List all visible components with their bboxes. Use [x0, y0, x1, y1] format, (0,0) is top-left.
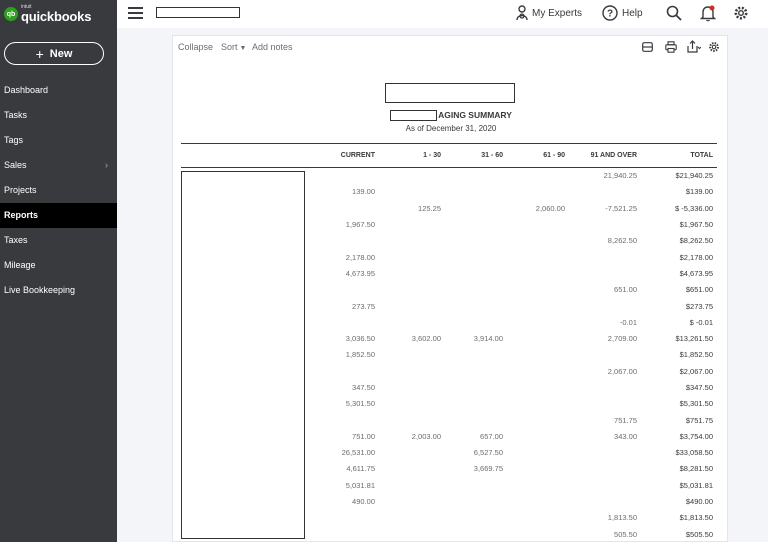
- amount-cell[interactable]: 8,262.50: [607, 236, 637, 246]
- amount-cell: [309, 200, 379, 216]
- amount-cell: [379, 184, 445, 200]
- amount-cell: [445, 184, 507, 200]
- amount-cell[interactable]: -0.01: [619, 317, 637, 327]
- amount-cell: [379, 282, 445, 298]
- sidebar-item-tags[interactable]: [0, 128, 117, 153]
- amount-cell: [445, 298, 507, 314]
- amount-cell: [445, 233, 507, 249]
- amount-cell: [569, 445, 641, 461]
- amount-cell: [507, 363, 569, 379]
- amount-cell: [569, 477, 641, 493]
- total-cell[interactable]: $2,178.00: [679, 252, 713, 262]
- export-icon[interactable]: [687, 40, 701, 53]
- amount-cell: [379, 233, 445, 249]
- amount-cell: [507, 396, 569, 412]
- amount-cell: [379, 396, 445, 412]
- sidebar-item-reports[interactable]: [0, 203, 117, 228]
- amount-cell: [507, 184, 569, 200]
- amount-cell: [379, 461, 445, 477]
- amount-cell: [445, 168, 507, 184]
- amount-cell: [569, 396, 641, 412]
- amount-cell: [569, 379, 641, 395]
- amount-cell: [507, 412, 569, 428]
- help-button[interactable]: [602, 0, 643, 26]
- amount-cell[interactable]: 3,602.00: [411, 334, 441, 344]
- amount-cell: [445, 200, 507, 216]
- amount-cell[interactable]: 505.50: [614, 529, 637, 539]
- amount-cell: [379, 477, 445, 493]
- amount-cell: [445, 477, 507, 493]
- total-cell[interactable]: $490.00: [685, 497, 713, 507]
- sidebar-item-mileage[interactable]: [0, 253, 117, 278]
- amount-cell: [379, 249, 445, 265]
- total-cell[interactable]: $651.00: [685, 285, 713, 295]
- amount-cell: [309, 412, 379, 428]
- amount-cell: [507, 298, 569, 314]
- total-cell[interactable]: $505.50: [685, 529, 713, 539]
- sidebar-item-label: Live Bookkeeping: [4, 285, 76, 295]
- sidebar-item-dashboard[interactable]: [0, 78, 117, 103]
- report-date: As of December 31, 2020: [405, 124, 497, 133]
- amount-cell: [507, 216, 569, 232]
- sidebar-item-sales[interactable]: [0, 153, 117, 178]
- collapse-link[interactable]: Collapse: [178, 42, 214, 52]
- amount-cell: [379, 445, 445, 461]
- sidebar-item-label: Sales: [4, 160, 27, 170]
- column-header[interactable]: 91 AND OVER: [569, 144, 641, 168]
- amount-cell: [379, 216, 445, 232]
- sidebar-item-taxes[interactable]: [0, 228, 117, 253]
- amount-cell: [379, 526, 445, 542]
- amount-cell: [379, 265, 445, 281]
- total-cell[interactable]: $751.75: [685, 415, 713, 425]
- total-cell[interactable]: $ -5,336.00: [675, 203, 713, 213]
- total-cell[interactable]: $5,031.81: [679, 480, 713, 490]
- amount-cell: [309, 510, 379, 526]
- amount-cell: [379, 379, 445, 395]
- amount-cell: [507, 477, 569, 493]
- amount-cell: [309, 282, 379, 298]
- amount-cell: [309, 233, 379, 249]
- sidebar-item-label: Mileage: [4, 260, 36, 270]
- help-label: Help: [622, 7, 643, 19]
- amount-cell[interactable]: 657.00: [480, 431, 503, 441]
- print-icon[interactable]: [665, 41, 677, 53]
- amount-cell[interactable]: 1,852.50: [345, 350, 375, 360]
- amount-cell: [569, 298, 641, 314]
- amount-cell: [507, 233, 569, 249]
- amount-cell: [507, 379, 569, 395]
- amount-cell: [569, 493, 641, 509]
- amount-cell: [445, 379, 507, 395]
- amount-cell: [379, 347, 445, 363]
- amount-cell[interactable]: 1,967.50: [345, 220, 375, 230]
- person-icon: [516, 5, 528, 21]
- total-cell[interactable]: $1,813.50: [679, 513, 713, 523]
- redacted-title-prefix: [390, 110, 437, 121]
- amount-cell[interactable]: 6,527.50: [473, 448, 503, 458]
- amount-cell: [309, 168, 379, 184]
- amount-cell[interactable]: 3,669.75: [473, 464, 503, 474]
- amount-cell: [507, 282, 569, 298]
- amount-cell[interactable]: 2,178.00: [345, 252, 375, 262]
- amount-cell: [445, 396, 507, 412]
- column-header[interactable]: CURRENT: [309, 144, 379, 168]
- chevron-right-icon: ›: [105, 160, 108, 170]
- svg-text:?: ?: [606, 8, 614, 20]
- total-cell[interactable]: $139.00: [685, 187, 713, 197]
- total-cell[interactable]: $347.50: [685, 383, 713, 392]
- report-settings-gear-icon[interactable]: [708, 41, 720, 53]
- gear-icon[interactable]: [733, 5, 749, 21]
- new-button-label: New: [49, 47, 73, 60]
- amount-cell[interactable]: 26,531.00: [341, 448, 375, 458]
- amount-cell: [507, 428, 569, 444]
- amount-cell: [569, 249, 641, 265]
- hamburger-menu-icon[interactable]: [128, 7, 143, 19]
- amount-cell: [507, 265, 569, 281]
- amount-cell[interactable]: 5,031.81: [345, 480, 375, 490]
- amount-cell: [569, 184, 641, 200]
- amount-cell[interactable]: 651.00: [614, 285, 637, 295]
- amount-cell[interactable]: 751.75: [614, 415, 637, 425]
- amount-cell: [379, 168, 445, 184]
- sidebar: [0, 0, 117, 542]
- new-button[interactable]: [4, 42, 104, 65]
- amount-cell: [379, 493, 445, 509]
- total-cell[interactable]: $2,067.00: [679, 366, 713, 376]
- amount-cell: [445, 412, 507, 428]
- quickbooks-logo[interactable]: [4, 4, 91, 24]
- sidebar-item-label: Tags: [4, 135, 24, 145]
- amount-cell[interactable]: 1,813.50: [607, 513, 637, 523]
- amount-cell[interactable]: -7,521.25: [605, 203, 637, 213]
- amount-cell: [379, 298, 445, 314]
- total-cell[interactable]: $21,940.25: [675, 171, 713, 181]
- plus-icon: +: [35, 45, 44, 62]
- column-header[interactable]: [181, 144, 309, 168]
- amount-cell: [507, 168, 569, 184]
- amount-cell: [379, 363, 445, 379]
- logo-intuit-text: intuit: [21, 4, 32, 10]
- amount-cell: [309, 363, 379, 379]
- amount-cell: [445, 363, 507, 379]
- column-header[interactable]: 1 - 30: [379, 144, 445, 168]
- help-icon: [602, 5, 618, 21]
- amount-cell: [507, 330, 569, 346]
- total-cell[interactable]: $4,673.95: [679, 268, 713, 278]
- sort-label: Sort: [221, 42, 238, 52]
- amount-cell[interactable]: 4,673.95: [345, 268, 375, 278]
- amount-cell: [507, 347, 569, 363]
- table-header-row: [181, 144, 717, 168]
- amount-cell: [507, 445, 569, 461]
- report-panel: [172, 35, 728, 542]
- column-header[interactable]: 31 - 60: [445, 144, 507, 168]
- amount-cell: [569, 265, 641, 281]
- amount-cell: [445, 510, 507, 526]
- search-icon[interactable]: [666, 5, 682, 21]
- total-cell[interactable]: $8,262.50: [679, 236, 713, 246]
- report-toolbar: [173, 36, 727, 58]
- amount-cell: [445, 282, 507, 298]
- amount-cell: [445, 347, 507, 363]
- total-cell[interactable]: $8,281.50: [679, 464, 713, 474]
- amount-cell[interactable]: 751.00: [352, 431, 375, 441]
- amount-cell[interactable]: 3,914.00: [473, 334, 503, 344]
- qb-logo-icon: qb: [4, 7, 18, 21]
- amount-cell[interactable]: 490.00: [352, 497, 375, 507]
- amount-cell: [445, 314, 507, 330]
- amount-cell: [309, 314, 379, 330]
- company-name-redacted-box: [385, 83, 515, 103]
- total-cell[interactable]: $ -0.01: [689, 317, 713, 327]
- sort-dropdown[interactable]: [221, 42, 246, 52]
- sidebar-item-label: Projects: [4, 185, 37, 195]
- add-notes-link[interactable]: Add notes: [252, 42, 293, 52]
- amount-cell: [507, 314, 569, 330]
- amount-cell: [309, 526, 379, 542]
- amount-cell[interactable]: 4,611.75: [346, 464, 375, 474]
- caret-down-icon: ▼: [237, 45, 247, 52]
- email-icon[interactable]: [642, 42, 653, 52]
- sidebar-item-live-bookkeeping[interactable]: [0, 278, 117, 303]
- total-cell[interactable]: $5,301.50: [679, 399, 713, 409]
- amount-cell: [569, 347, 641, 363]
- total-cell[interactable]: $273.75: [685, 301, 713, 311]
- total-cell[interactable]: $1,967.50: [679, 220, 713, 230]
- total-cell[interactable]: $1,852.50: [679, 350, 713, 360]
- amount-cell: [507, 249, 569, 265]
- sidebar-item-label: Dashboard: [4, 85, 49, 95]
- sidebar-item-tasks[interactable]: [0, 103, 117, 128]
- notification-bell-icon[interactable]: [700, 5, 716, 22]
- amount-cell: [379, 412, 445, 428]
- amount-cell: [507, 493, 569, 509]
- my-experts-label: My Experts: [532, 7, 583, 19]
- amount-cell[interactable]: 2,067.00: [607, 366, 637, 376]
- amount-cell[interactable]: 5,301.50: [345, 399, 375, 409]
- amount-cell[interactable]: 2,060.00: [535, 203, 565, 213]
- sidebar-item-label: Reports: [4, 210, 39, 220]
- column-header[interactable]: TOTAL: [641, 144, 717, 168]
- amount-cell: [445, 265, 507, 281]
- report-title-text: AGING SUMMARY: [438, 110, 512, 120]
- amount-cell: [445, 526, 507, 542]
- amount-cell[interactable]: 347.50: [352, 383, 375, 392]
- sidebar-item-label: Taxes: [4, 235, 28, 245]
- amount-cell: [379, 510, 445, 526]
- my-experts-button[interactable]: [516, 0, 582, 26]
- amount-cell: [445, 216, 507, 232]
- amount-cell: [507, 510, 569, 526]
- amount-cell: [507, 461, 569, 477]
- amount-cell: [379, 314, 445, 330]
- amount-cell[interactable]: 125.25: [418, 203, 441, 213]
- amount-cell: [445, 249, 507, 265]
- total-cell[interactable]: $13,261.50: [675, 334, 713, 344]
- report-title: [173, 110, 729, 121]
- amount-cell[interactable]: 21,940.25: [603, 171, 637, 181]
- customer-names-redacted: [181, 171, 305, 539]
- column-header[interactable]: 61 - 90: [507, 144, 569, 168]
- amount-cell: [569, 216, 641, 232]
- amount-cell: [569, 461, 641, 477]
- amount-cell[interactable]: 343.00: [614, 431, 637, 441]
- amount-cell: [507, 526, 569, 542]
- amount-cell[interactable]: 2,003.00: [411, 431, 441, 441]
- amount-cell[interactable]: 2,709.00: [607, 334, 637, 344]
- logo-text: quickbooks: [21, 9, 92, 24]
- amount-cell[interactable]: 273.75: [352, 301, 375, 311]
- amount-cell[interactable]: 3,036.50: [345, 334, 375, 344]
- total-cell[interactable]: $33,058.50: [675, 448, 713, 458]
- company-name-redacted: [156, 7, 240, 18]
- amount-cell[interactable]: 139.00: [352, 187, 375, 197]
- sidebar-item-projects[interactable]: [0, 178, 117, 203]
- top-bar: [117, 0, 768, 28]
- sidebar-item-label: Tasks: [4, 110, 28, 120]
- amount-cell: [445, 493, 507, 509]
- total-cell[interactable]: $3,754.00: [679, 431, 713, 441]
